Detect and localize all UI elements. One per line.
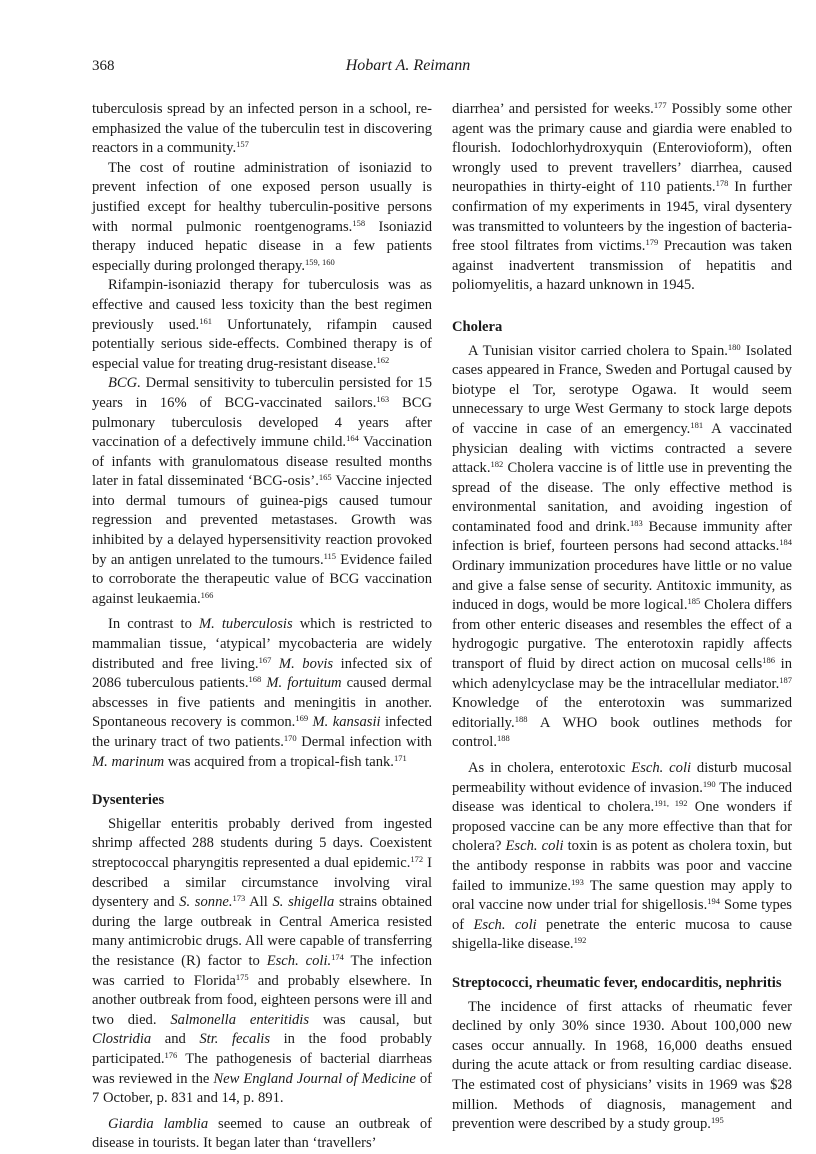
citation-ref: 192 [573, 935, 587, 946]
left-column [92, 100, 432, 1154]
paragraph [92, 159, 432, 277]
section-heading-streptococci: Streptococci, rheumatic fever, endocarditis, nephritis [452, 974, 782, 991]
citation-ref: 195 [710, 1115, 724, 1126]
citation-ref: 181 [690, 419, 704, 430]
text-run: Rifampin-isoniazid therapy for tuberculosis was as effective and caused less toxicity than the best regimen previously used. [92, 277, 432, 333]
citation-ref: 167 [258, 654, 272, 665]
text-run: in the food probably participated. [92, 1031, 432, 1067]
citation-ref: 172 [410, 853, 424, 864]
citation-ref: 183 [630, 517, 643, 528]
citation-ref: 193 [571, 876, 584, 887]
text-run: Dermal sensitivity to tuberculin persisted for 15 years in 16% of BCG-vaccinated sailors. [92, 375, 432, 411]
text-run: toxin is as potent as cholera toxin, but the antibody response in rabbits was poor and vaccine failed to immunize. [452, 838, 792, 894]
text-run: caused dermal abscesses in five patients and meningitis in another. Spontaneous recovery is common. [92, 675, 432, 731]
citation-ref: 194 [707, 896, 720, 907]
paragraph [452, 342, 792, 753]
italic-term: Clostridia [92, 1031, 152, 1048]
citation-ref: 188 [497, 733, 510, 744]
text-run: of 7 October, p. 831 and 14, p. 891. [92, 1070, 432, 1107]
italic-term: BCG. [108, 375, 141, 392]
text-run: Evidence failed to corroborate the therapeutic value of BCG vaccination against leukaemia. [92, 551, 433, 607]
paragraph [92, 276, 432, 374]
citation-ref: 182 [490, 459, 504, 470]
citation-ref: 178 [715, 178, 729, 189]
running-head-author: Hobart A. Reimann [345, 57, 471, 74]
text-run: A Tunisian visitor carried cholera to Spain. [468, 342, 728, 359]
text-run: Shigellar enteritis probably derived from ingested shrimp affected 288 students during 5 days. Coexistent streptococcal pharyngitis represented a dual epidemic. [92, 815, 432, 871]
citation-ref: 158 [352, 217, 366, 228]
text-run: BCG pulmonary tuberculosis developed 4 years after vaccination of a defectively immune child. [92, 394, 433, 451]
text-run: and [151, 1031, 200, 1048]
text-run: One wonders if proposed vaccine can be any more effective than that for cholera? [452, 799, 792, 855]
italic-term: M. marinum [92, 753, 165, 770]
text-run: The induced disease was identical to cholera. [452, 779, 792, 816]
citation-ref: 187 [779, 674, 792, 685]
citation-ref: 163 [376, 393, 390, 404]
text-run: A WHO book outlines methods for control. [452, 714, 792, 751]
text-run: In further confirmation of my experiments in 1945, viral dysentery was transmitted to volunteers by the ingestion of bacteria-free stool filtrates from victims. [452, 179, 792, 255]
paragraph [92, 615, 432, 772]
text-run: Because immunity after infection is brief, fourteen persons had second attacks. [452, 518, 792, 555]
italic-term: M. fortuitum [266, 675, 342, 692]
citation-ref: 169 [295, 713, 309, 724]
text-run: Precaution was taken against inadvertent transmission of hepatitis and poliomyelitis, a hazard unknown in 1945. [452, 238, 793, 294]
citation-ref: 179 [645, 237, 659, 248]
text-run: infected the urinary tract of two patients. [92, 714, 432, 750]
italic-term: M. kansasii [312, 714, 381, 731]
italic-term: Salmonella enteritidis [170, 1011, 310, 1028]
citation-ref: 184 [779, 537, 792, 548]
citation-ref: 188 [514, 713, 528, 724]
section-heading-cholera: Cholera [452, 318, 503, 335]
citation-ref: 159, 160 [305, 256, 335, 267]
text-run: Isoniazid therapy induced hepatic disease in a few patients especially during prolonged therapy. [92, 218, 432, 274]
citation-ref: 173 [232, 893, 246, 904]
text-run: Possibly some other agent was the primary cause and giardia were enabled to flourish. Iodochlorhydroxyquin (Enterovioform), often wrongly used to prevent travellers’ diarrhea, caused neuropathies in thirty-eight of 110 patients. [452, 101, 792, 196]
citation-ref: 157 [236, 139, 249, 150]
italic-term: M. tuberculosis [198, 616, 293, 633]
italic-term: M. bovis [278, 655, 334, 672]
text-run: The incidence of first attacks of rheumatic fever declined by only 30% since 1930. About 100,000 new cases occur annually. In 1968, 16,000 deaths ensued during the acute attack or from resulting cardiac disease. The estimated cost of physicians’ visits in 1969 was $28 million. Methods of diagnosis, management and prevention were described by a study group. [452, 998, 792, 1133]
text-run: Cholera vaccine is of little use in preventing the spread of the disease. The only effective method is environmental sanitation, and avoiding ingestion of contaminated food and drink. [452, 460, 792, 535]
citation-ref: 174 [331, 951, 344, 962]
paragraph [92, 100, 432, 159]
text-run: infected six of 2086 tuberculous patients. [92, 655, 432, 692]
citation-ref: 162 [376, 354, 390, 365]
text-run: The pathogenesis of bacterial diarrheas was reviewed in the [92, 1050, 432, 1087]
paragraph [92, 1115, 432, 1154]
paragraph [92, 374, 432, 609]
citation-ref: 186 [762, 655, 775, 666]
text-run: Knowledge of the enterotoxin was summarized editorially. [452, 695, 792, 731]
text-run: and probably elsewhere. In another outbreak from food, eighteen persons were ill and two died. [92, 972, 433, 1028]
citation-ref: 190 [702, 778, 716, 789]
text-run: Dermal infection with [296, 734, 432, 750]
text-run: Some types of [452, 897, 792, 933]
text-run: strains obtained during the large outbreak in Central America resisted many antimicrobic drugs. All were capable of transferring the resistance (R) factor to [92, 894, 433, 969]
citation-ref: 168 [248, 674, 262, 685]
italic-term: Giardia lamblia [108, 1115, 209, 1132]
citation-ref: 185 [687, 596, 701, 607]
citation-ref: 171 [393, 752, 407, 763]
text-run: A vaccinated physician dealing with victims contracted a severe attack. [452, 420, 792, 477]
text-run: In contrast to [108, 616, 199, 633]
text-run: All [245, 894, 273, 911]
italic-term: Str. fecalis [199, 1031, 271, 1048]
paragraph [92, 815, 432, 1109]
paragraph [452, 100, 792, 296]
right-column [452, 100, 792, 1135]
paragraph [452, 759, 792, 955]
citation-ref: 191, 192 [654, 798, 688, 809]
text-run: I described a similar circumstance involving viral dysentery and [92, 854, 432, 911]
text-run: Ordinary immunization procedures have little or no value and give a false sense of security. Antitoxic immunity, as induced in dogs, would be more logical. [452, 558, 792, 614]
text-run: Vaccination of infants with granulomatous disease resulted months later in fatal disseminated ‘BCG-osis’. [92, 434, 432, 490]
citation-ref: 115 [323, 550, 337, 561]
text-run: The infection was carried to Florida [92, 952, 433, 989]
text-run: As in cholera, enterotoxic [468, 760, 632, 776]
text-run: disturb mucosal permeability without evidence of invasion. [452, 760, 792, 796]
citation-ref: 180 [727, 341, 741, 352]
text-run: seemed to cause an outbreak of disease in tourists. It began later than ‘travellers’ [92, 1115, 433, 1152]
text-run: Isolated cases appeared in France, Sweden and Portugal caused by biotype el Tor, serotype Ogawa. It would seem unnecessary to urge West Germany to stock large depots of vaccine in case of an emergency. [452, 342, 792, 437]
text-run [271, 656, 279, 672]
citation-ref: 164 [346, 433, 359, 444]
text-run: Cholera differs from other enteric diseases and resembles the effect of a hydrogogic purgative. The enterotoxin rapidly affects transport of fluid by direct action on mucosal cells [452, 597, 792, 673]
text-run: The same question may apply to oral vaccine now under trial for shigellosis. [452, 877, 792, 914]
text-run: penetrate the enteric mucosa to cause shigella-like disease. [452, 916, 792, 953]
text-run: Unfortunately, rifampin caused potentially serious side-effects. Combined therapy is of especial value for treating drug-resistant disease. [92, 316, 432, 372]
italic-term: New England Journal of Medicine [213, 1070, 416, 1087]
text-run: was causal, but [309, 1011, 432, 1028]
citation-ref: 177 [653, 100, 667, 110]
page-number: 368 [92, 58, 115, 74]
italic-term: Esch. coli. [266, 952, 332, 969]
italic-term: S. shigella [272, 894, 335, 911]
text-run: tuberculosis spread by an infected person in a school, re-emphasized the value of the tuberculin test in discovering reactors in a community. [92, 101, 432, 157]
italic-term: Esch. coli [473, 916, 537, 933]
citation-ref: 175 [235, 971, 249, 982]
italic-term: Esch. coli [505, 838, 564, 855]
italic-term: Esch. coli [631, 760, 692, 776]
citation-ref: 165 [318, 472, 332, 483]
citation-ref: 161 [199, 315, 212, 326]
text-run: was acquired from a tropical-fish tank. [164, 753, 394, 770]
text-run: The cost of routine administration of isoniazid to prevent infection of one exposed person usually is justified except for healthy tuberculin-positive persons with normal pulmonic roentgenograms. [92, 159, 432, 235]
text-run: in which adenylcyclase may be the intracellular mediator. [452, 656, 793, 692]
text-run: which is restricted to mammalian tissue, ‘atypical’ mycobacteria are widely distributed and free living. [92, 616, 432, 672]
citation-ref: 166 [200, 589, 214, 600]
section-heading-dysenteries: Dysenteries [92, 792, 165, 809]
citation-ref: 176 [164, 1049, 178, 1060]
text-run: Vaccine injected into dermal tumours of guinea-pigs caused tumour regression and prevented metastases. Growth was inhibited by a delayed hypersensitivity reaction provoked by an antigen unrelated to the tumours. [92, 473, 432, 568]
italic-term: S. sonne. [179, 894, 233, 911]
citation-ref: 170 [283, 733, 297, 743]
paragraph [452, 998, 792, 1135]
text-run: diarrhea’ and persisted for weeks. [452, 101, 654, 117]
